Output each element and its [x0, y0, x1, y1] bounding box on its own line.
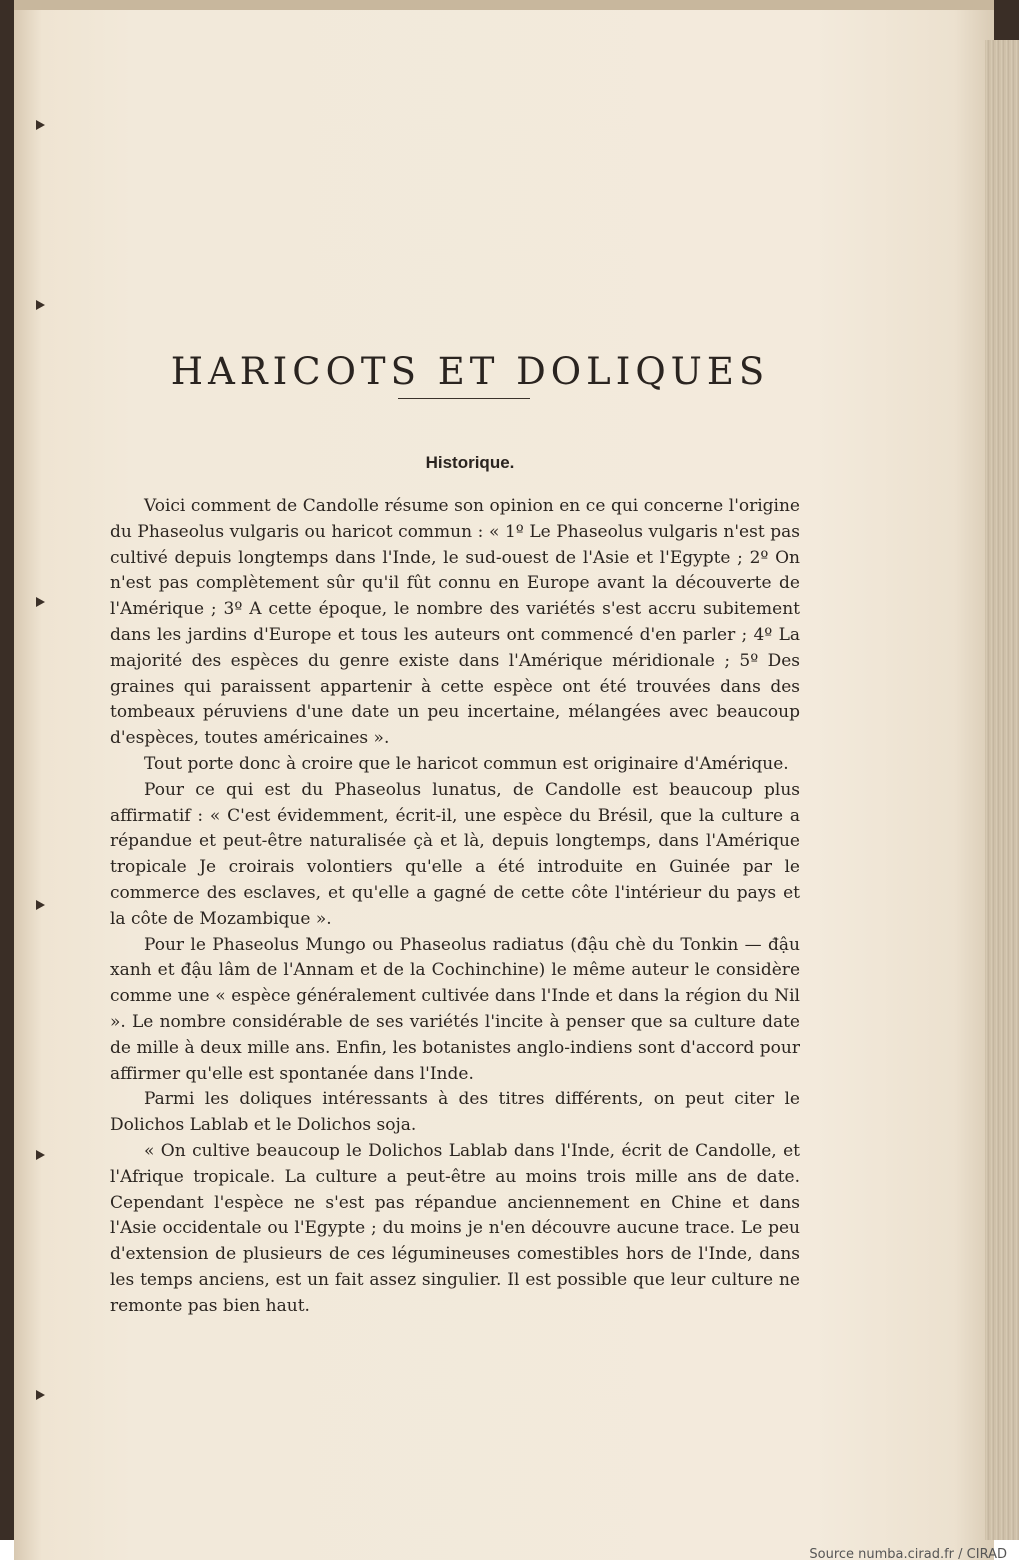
- stacked-page-edges: [985, 40, 1019, 1540]
- paragraph: Pour le Phaseolus Mungo ou Phaseolus radiatus (đậu chè du Tonkin — đậu xanh et đậu lâm de l'Annam et de la Cochinchine) le même auteur le considère comme une « espèce généralement cultivée dans l'Inde et dans la région du Nil ». Le nombre considérable de ses variétés l'incite à penser que sa culture date de mille à deux mille ans. Enfin, les botanistes anglo-indiens sont d'accord pour affirmer qu'elle est spontanée dans l'Inde.: [110, 934, 800, 1084]
- binding-stitch-mark: [36, 597, 45, 607]
- paragraph: Tout porte donc à croire que le haricot commun est originaire d'Amérique.: [144, 753, 789, 774]
- page-top-edge: [14, 0, 994, 10]
- paragraph: Parmi les doliques intéressants à des titres différents, on peut citer le Dolichos Lablab et le Dolichos soja.: [110, 1089, 800, 1136]
- paragraph: « On cultive beaucoup le Dolichos Lablab dans l'Inde, écrit de Candolle, et l'Afrique tropicale. La culture a peut-être au moins trois mille ans de date. Cependant l'espèce ne s'est pas répandue anciennement en Chine et dans l'Asie occidentale ou l'Egypte ; du moins je n'en découvre aucune trace. Le peu d'extension de plusieurs de ces légumineuses comestibles hors de l'Inde, dans les temps anciens, est un fait assez singulier. Il est possible que leur culture ne remonte pas bien haut.: [110, 1140, 800, 1316]
- binding-stitch-mark: [36, 120, 45, 130]
- paragraph: Pour ce qui est du Phaseolus lunatus, de Candolle est beaucoup plus affirmatif : « C'est évidemment, écrit-il, une espèce du Brésil, que la culture a répandue et peut-être naturalisée çà et là, depuis longtemps, dans l'Amérique tropicale Je croirais volontiers qu'elle a été introduite en Guinée par le commerce des esclaves, et qu'elle a gagné de cette côte l'intérieur du pays et la côte de Mozambique ».: [110, 779, 800, 929]
- page-title: HARICOTS ET DOLIQUES: [170, 349, 770, 393]
- body-text: [110, 494, 800, 1320]
- binding-stitch-mark: [36, 1390, 45, 1400]
- section-heading: Historique.: [425, 453, 515, 472]
- binding-stitch-mark: [36, 900, 45, 910]
- binding-stitch-mark: [36, 1150, 45, 1160]
- paragraph: Voici comment de Candolle résume son opinion en ce qui concerne l'origine du Phaseolus vulgaris ou haricot commun : « 1º Le Phaseolus vulgaris n'est pas cultivé depuis longtemps dans l'Inde, le sud-ouest de l'Asie et l'Egypte ; 2º On n'est pas complètement sûr qu'il fût connu en Europe avant la découverte de l'Amérique ; 3º A cette époque, le nombre des variétés s'est accru subitement dans les jardins d'Europe et tous les auteurs ont commencé d'en parler ; 4º La majorité des espèces du genre existe dans l'Amérique méridionale ; 5º Des graines qui paraissent appartenir à cette espèce ont été trouvées dans des tombeaux péruviens d'une date un peu incertaine, mélangées avec beaucoup d'espèces, toutes américaines ».: [110, 496, 800, 749]
- title-divider: [398, 398, 530, 399]
- binding-stitch-mark: [36, 300, 45, 310]
- source-credit: Source numba.cirad.fr / CIRAD: [809, 1547, 1007, 1562]
